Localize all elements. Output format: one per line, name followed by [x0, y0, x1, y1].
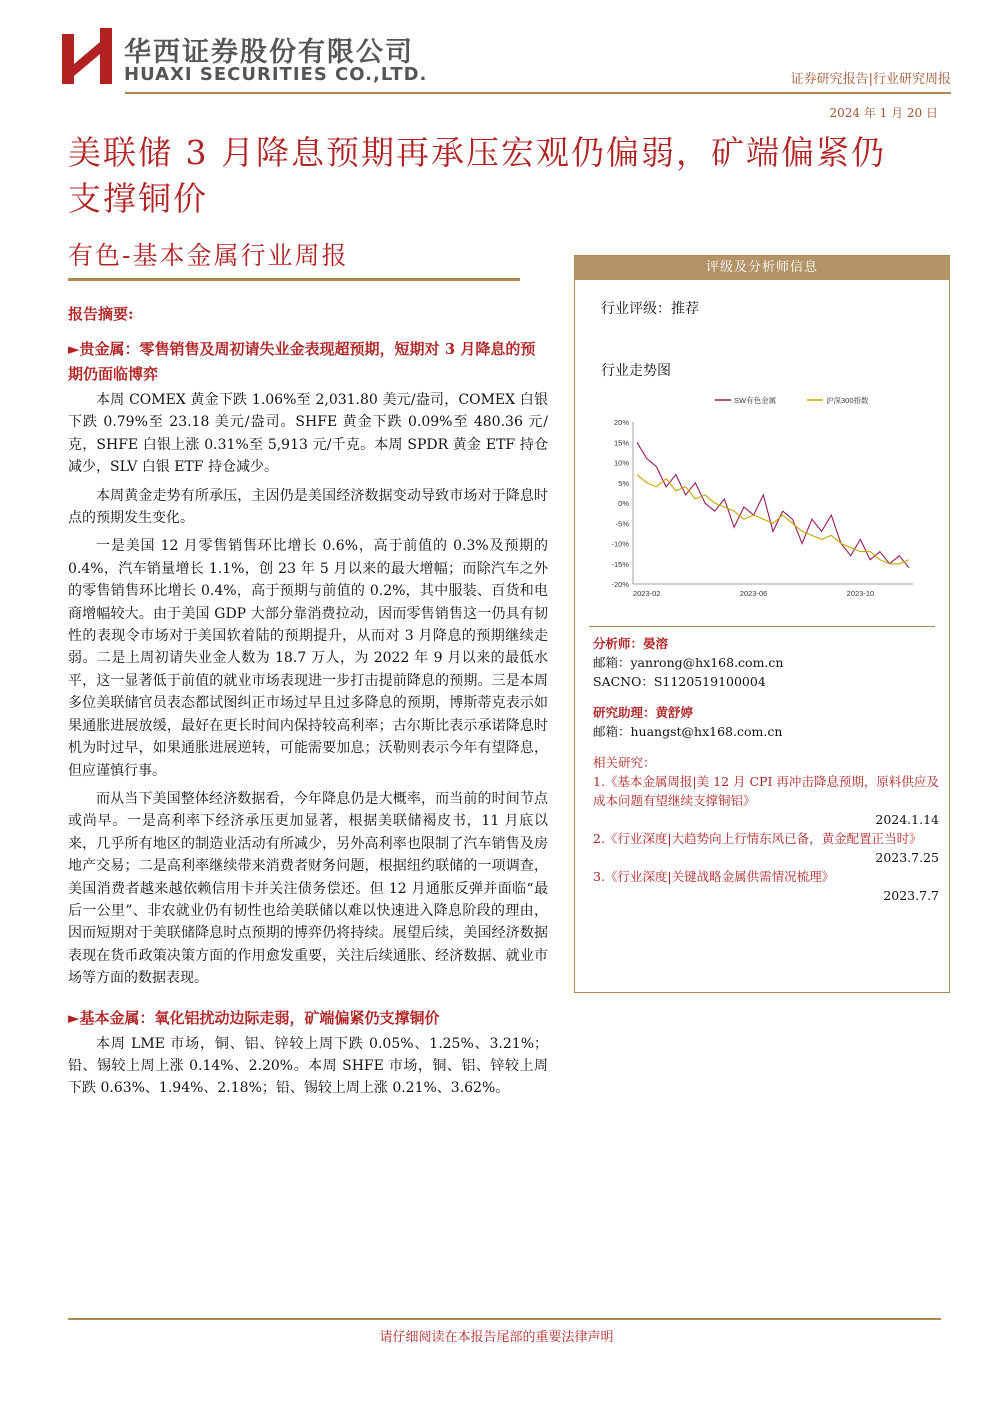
section-heading-base-metals: ►基本金属：氧化铝扰动边际走弱，矿端偏紧仍支撑铜价: [68, 1008, 440, 1027]
x-tick-label: 2023-02: [632, 589, 661, 598]
paragraph: 本周黄金走势有所承压，主因仍是美国经济数据变动导致市场对于降息时点的预期发生变化。: [68, 487, 548, 527]
related-report-3[interactable]: 3.《行业深度|关键战略金属供需情况梳理》: [593, 869, 835, 884]
x-tick-label: 2023-06: [739, 589, 768, 598]
related-report-1-date: 2024.1.14: [875, 812, 939, 827]
x-tick-label: 2023-10: [846, 589, 875, 598]
summary-label: 报告摘要:: [68, 305, 134, 323]
series-line-2: [637, 475, 909, 564]
footer-divider: [68, 1318, 941, 1320]
header-divider: [125, 92, 951, 94]
paragraph: 本周 LME 市场，铜、铝、锌较上周下跌 0.05%、1.25%、3.21%；铅、锡较上周上涨 0.14%、2.20%。本周 SHFE 市场，铜、铝、锌较上周下跌 0.63%、1.94%、2.18%；铅、锡较上周上涨 0.21%、3.62%。: [68, 1035, 548, 1097]
report-title: 美联储 3 月降息预期再承压宏观仍偏弱，矿端偏紧仍支撑铜价: [68, 133, 886, 218]
report-date: 2024 年 1 月 20 日: [829, 106, 938, 120]
paragraph: 而从当下美国整体经济数据看，今年降息仍是大概率，而当前的时间节点或尚早。一是高利率下经济承压更加显著，根据美联储褐皮书，11 月底以来，几乎所有地区的制造业活动有所减少，另外高利率也限制了汽车销售及房地产交易；二是高利率继续带来消费者财务问题，根据纽约联储的一项调查，美国消费者越来越依赖信用卡并关注债务偿还。但 12 月通胀反弹并面临“最后一公里”、非农就业仍有韧性也给美联储以难以快速进入降息阶段的理由，因而短期对于美联储降息时点预期的博弈仍将持续。展望后续，美国经济数据表现在货币政策决策方面的作用愈发重要，关注后续通胀、经济数据、就业市场等方面的数据表现。: [68, 790, 548, 987]
huaxi-logo: [62, 28, 114, 86]
analyst-name: 分析师：晏溶: [593, 636, 669, 651]
y-tick-label: -20%: [611, 580, 629, 589]
rating-analyst-panel: [574, 255, 950, 993]
related-report-1[interactable]: 1.《基本金属周报|美 12 月 CPI 再冲击降息预期，原料供应及成本问题有望继续支撑铜铝》: [593, 774, 939, 808]
y-tick-label: 20%: [613, 418, 629, 427]
industry-rating: 行业评级：推荐: [601, 301, 699, 317]
related-research-label: 相关研究：: [593, 755, 656, 770]
analyst-sac: SACNO：S1120519100004: [593, 674, 766, 689]
y-tick-label: -5%: [615, 519, 629, 529]
panel-header: 评级及分析师信息: [575, 256, 949, 280]
related-report-2[interactable]: 2.《行业深度|大趋势向上行情东风已备，黄金配置正当时》: [593, 831, 922, 846]
summary-body: [68, 337, 548, 1106]
y-tick-label: -15%: [611, 559, 629, 569]
y-tick-label: 5%: [618, 478, 629, 488]
paragraph: 一是美国 12 月零售销售环比增长 0.6%，高于前值的 0.3%及预期的 0.4%，汽车销量增长 1.1%，创 23 年 5 月以来的最大增幅；而除汽车之外的零售销售环比增长 0.4%，高于预期与前值的 0.2%，其中服装、百货和电商增幅较大。由于美国 GDP 大部分靠消费拉动，因而零售销售这一仍具有韧性的表现令市场对于美国软着陆的预期提升，从而对 3 月降息的预期继续走弱。二是上周初请失业金人数为 18.7 万人，为 2022 年 9 月以来的最低水平，这一显著低于前值的就业市场表现进一步打击提前降息的预期。三是本周多位美联储官员表态都试图纠正市场过早且过多降息的预期，博斯蒂克表示如果通胀进展放缓，最好在更长时间内保持较高利率；古尔斯比表示承诺降息时机为时过早，如果通胀进展逆转，可能需要加息；沃勒则表示今年有望降息，但应谨慎行事。: [68, 538, 548, 779]
industry-trend-chart: [597, 388, 917, 618]
assistant-name: 研究助理：黄舒婷: [593, 705, 694, 720]
trend-chart-label: 行业走势图: [601, 363, 671, 379]
y-tick-label: 0%: [618, 499, 629, 508]
section-heading-precious-metals: ►贵金属：零售销售及周初请失业金表现超预期，短期对 3 月降息的预期仍面临博弈: [68, 340, 536, 383]
subtitle-underline: [68, 278, 520, 281]
report-subtitle: 有色-基本金属行业周报: [68, 241, 349, 270]
company-name-en: HUAXI SECURITIES CO.,LTD.: [124, 64, 428, 85]
paragraph: 本周 COMEX 黄金下跌 1.06%至 2,031.80 美元/盎司，COMEX 白银下跌 0.79%至 23.18 美元/盎司。SHFE 黄金下跌 0.09%至 480.36 元/克，SHFE 白银上涨 0.31%至 5,913 元/千克。本周 SPDR 黄金 ETF 持仓减少，SLV 白银 ETF 持仓减少。: [68, 392, 548, 476]
panel-divider: [589, 626, 935, 627]
y-tick-label: 15%: [613, 438, 629, 448]
analyst-email: 邮箱：yanrong@hx168.com.cn: [593, 655, 784, 670]
y-tick-label: -10%: [611, 539, 629, 549]
report-type: 证券研究报告|行业研究周报: [790, 72, 951, 87]
y-tick-label: 10%: [613, 458, 629, 468]
legend-label: SW有色金属: [734, 396, 777, 405]
company-name-cn: 华西证券股份有限公司: [124, 37, 414, 68]
legend-label: 沪深300指数: [826, 396, 869, 405]
related-report-3-date: 2023.7.7: [883, 888, 939, 903]
legal-notice: 请仔细阅读在本报告尾部的重要法律声明: [379, 1330, 614, 1345]
related-report-2-date: 2023.7.25: [875, 850, 939, 865]
assistant-email: 邮箱：huangst@hx168.com.cn: [593, 724, 783, 739]
analyst-info: [593, 634, 943, 905]
series-line-1: [637, 442, 909, 568]
